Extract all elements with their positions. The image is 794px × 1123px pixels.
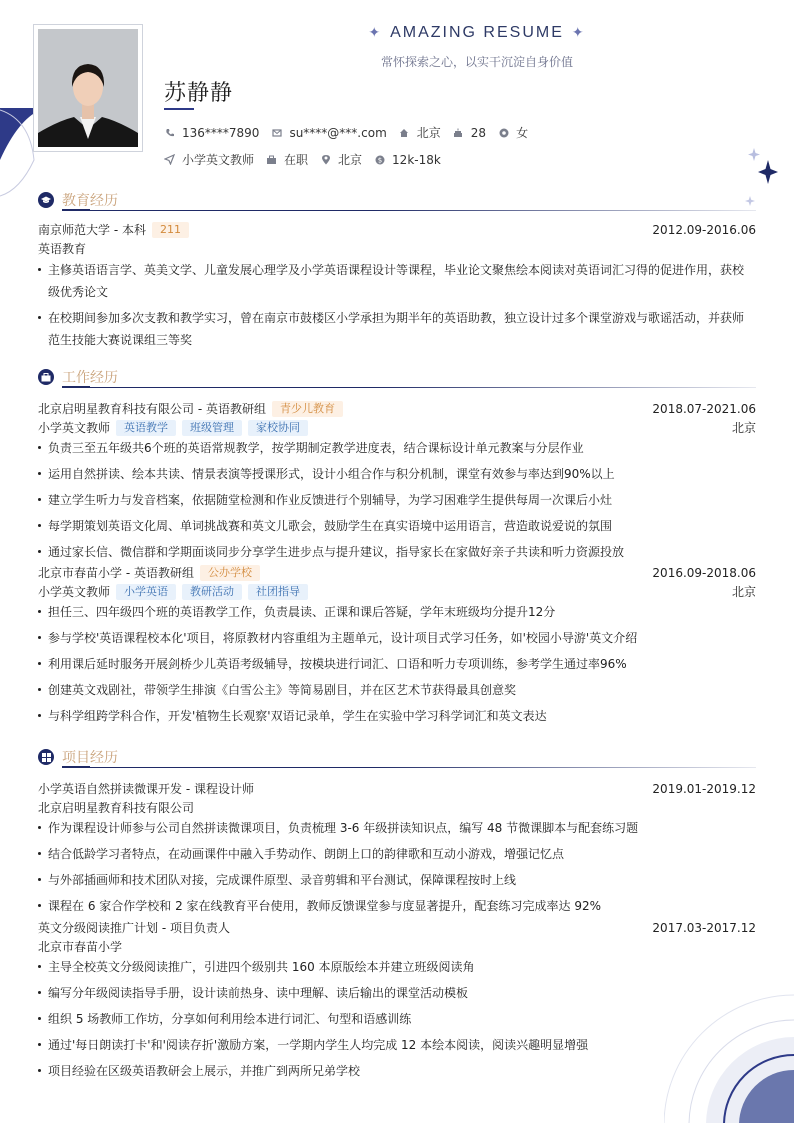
work-entry xyxy=(38,563,756,727)
education-entry xyxy=(38,220,756,351)
entry-location: 北京 xyxy=(731,585,756,599)
major-text: 英语教育 xyxy=(38,242,87,256)
role-row xyxy=(38,418,756,437)
job-info xyxy=(164,151,254,168)
section-divider xyxy=(62,210,756,211)
project-entry xyxy=(38,918,756,1082)
gender-text: 女 xyxy=(516,126,529,140)
grid-icon xyxy=(38,749,54,765)
list-item: 通过'每日朗读打卡'和'阅读存折'激励方案，一学期内学生人均完成 12 本绘本阅读，阅读兴趣明显增强 xyxy=(38,1034,756,1056)
role-text: 小学英文教师 xyxy=(38,585,111,599)
bullet-text: 在校期间参加多次支教和教学实习，曾在南京市鼓楼区小学承担为期半年的英语助教，独立设计过多个课堂游戏与歌谣活动，并获师 xyxy=(48,311,745,325)
list-item: 利用课后延时服务开展剑桥少儿英语考级辅导，按模块进行词汇、口语和听力专项训练，参考学生通过率96% xyxy=(38,653,756,675)
list-item: 担任三、四年级四个班的英语教学工作，负责晨读、正课和课后答疑，学年末班级均分提升12分 xyxy=(38,601,756,623)
entry-header xyxy=(38,779,756,798)
cake-icon xyxy=(453,127,464,138)
email-info xyxy=(271,126,386,140)
school-name: 南京师范大学 - 本科 xyxy=(38,223,146,237)
list-item: 作为课程设计师参与公司自然拼读微课项目，负责梳理 3-6 年级拼读知识点，编写 48 节微课脚本与配套练习题 xyxy=(38,817,756,839)
section-title: 教育经历 xyxy=(62,193,118,209)
skill-tag: 班级管理 xyxy=(182,420,242,436)
work-entry xyxy=(38,399,756,563)
entry-date: 2016.09-2018.06 xyxy=(652,565,756,580)
list-item: 每学期策划英语文化周、单词挑战赛和英文儿歌会，鼓励学生在真实语境中运用语言，营造敢说爱说的氛围 xyxy=(38,515,756,537)
section-title: 工作经历 xyxy=(62,370,118,386)
company-tag: 青少儿教育 xyxy=(272,401,343,417)
salary-info xyxy=(374,153,441,167)
entry-header xyxy=(38,563,756,582)
org-text: 北京启明星教育科技有限公司 xyxy=(38,801,195,815)
entry-header xyxy=(38,399,756,418)
school-tag: 211 xyxy=(152,222,189,238)
phone-info xyxy=(164,126,259,140)
skill-tag: 教研活动 xyxy=(182,584,242,600)
gender-icon xyxy=(498,127,509,138)
list-item: 编写分年级阅读指导手册，设计读前热身、读中理解、读后输出的课堂活动模板 xyxy=(38,982,756,1004)
section-header xyxy=(38,189,756,215)
status-info xyxy=(266,151,308,168)
list-item: 建立学生听力与发音档案，依据随堂检测和作业反馈进行个别辅导，为学习困难学生提供每周一次课后小灶 xyxy=(38,489,756,511)
star-icon: ✦ xyxy=(571,24,586,40)
slogan: 常怀探索之心，以实干沉淀自身价值 xyxy=(380,55,573,69)
phone-text: 136****7890 xyxy=(182,125,260,140)
project-name: 英文分级阅读推广计划 - 项目负责人 xyxy=(38,921,230,935)
list-item: 负责三至五年级共6个班的英语常规教学，按学期制定教学进度表，结合课标设计单元教案与分层作业 xyxy=(38,437,756,459)
graduation-cap-icon xyxy=(38,192,54,208)
role-row xyxy=(38,582,756,601)
email-text: su****@***.com xyxy=(289,125,387,140)
location-pin-icon xyxy=(320,154,331,165)
job-intention-row xyxy=(164,151,453,168)
phone-icon xyxy=(164,127,175,138)
work-section xyxy=(38,366,756,727)
home-icon xyxy=(399,127,410,138)
skill-tag: 家校协同 xyxy=(248,420,308,436)
job-text: 小学英文教师 xyxy=(182,153,255,167)
age-text: 28 xyxy=(470,125,487,140)
briefcase-icon xyxy=(38,369,54,385)
section-title: 项目经历 xyxy=(62,750,118,766)
resume-title xyxy=(160,24,794,42)
send-icon xyxy=(164,154,175,165)
org-text: 北京市春苗小学 xyxy=(38,940,123,954)
bullet-text: 级优秀论文 xyxy=(48,285,109,299)
salary-text: 12k-18k xyxy=(392,152,441,167)
list-item: 项目经验在区级英语教研会上展示，并推广到两所兄弟学校 xyxy=(38,1060,756,1082)
section-divider xyxy=(62,387,756,388)
entry-date: 2012.09-2016.06 xyxy=(652,222,756,237)
avatar xyxy=(38,29,138,147)
role-text: 小学英文教师 xyxy=(38,421,111,435)
list-item: 与外部插画师和技术团队对接，完成课件原型、录音剪辑和平台测试，保障课程按时上线 xyxy=(38,869,756,891)
major-row xyxy=(38,239,756,258)
list-item: 课程在 6 家合作学校和 2 家在线教育平台使用，教师反馈课堂参与度显著提升，配套练习完成率达 92% xyxy=(38,895,756,917)
org-row xyxy=(38,798,756,817)
profile-photo xyxy=(33,24,143,152)
star-icon: ✦ xyxy=(368,24,383,40)
list-item: 结合低龄学习者特点，在动画课件中融入手势动作、朗朗上口的韵律歌和互动小游戏，增强记忆点 xyxy=(38,843,756,865)
company-tag: 公办学校 xyxy=(200,565,260,581)
org-row xyxy=(38,937,756,956)
company-name: 北京市春苗小学 - 英语教研组 xyxy=(38,566,194,580)
company-name: 北京启明星教育科技有限公司 - 英语教研组 xyxy=(38,402,266,416)
list-item: 运用自然拼读、绘本共读、情景表演等授课形式，设计小组合作与积分机制，课堂有效参与率达到90%以上 xyxy=(38,463,756,485)
candidate-name: 苏静静 xyxy=(164,81,234,106)
svg-text:$: $ xyxy=(377,156,382,164)
section-header xyxy=(38,366,756,392)
city-info xyxy=(399,124,441,141)
list-item: 通过家长信、微信群和学期面谈同步分享学生进步点与提升建议，指导家长在家做好亲子共读和听力资源投放 xyxy=(38,541,756,563)
name-underline xyxy=(164,108,194,110)
money-icon xyxy=(374,154,385,165)
skill-tag: 英语教学 xyxy=(116,420,176,436)
list-item xyxy=(38,259,756,303)
list-item xyxy=(38,307,756,351)
skill-tag: 社团指导 xyxy=(248,584,308,600)
mail-icon xyxy=(271,127,282,138)
location-text: 北京 xyxy=(338,153,363,167)
list-item: 与科学组跨学科合作，开发'植物生长观察'双语记录单，学生在实验中学习科学词汇和英文表达 xyxy=(38,705,756,727)
project-entry xyxy=(38,779,756,917)
contact-row xyxy=(164,124,540,141)
entry-location: 北京 xyxy=(731,421,756,435)
age-info xyxy=(453,126,486,140)
entry-date: 2017.03-2017.12 xyxy=(652,920,756,935)
list-item: 主导全校英文分级阅读推广，引进四个级别共 160 本原版绘本并建立班级阅读角 xyxy=(38,956,756,978)
city-text: 北京 xyxy=(416,126,441,140)
list-item: 参与学校'英语课程校本化'项目，将原教材内容重组为主题单元，设计项目式学习任务，如'校园小导游'英文介绍 xyxy=(38,627,756,649)
list-item: 创建英文戏剧社，带领学生排演《白雪公主》等简易剧目，并在区艺术节获得最具创意奖 xyxy=(38,679,756,701)
entry-header xyxy=(38,220,756,239)
education-section xyxy=(38,189,756,351)
entry-date: 2019.01-2019.12 xyxy=(652,781,756,796)
briefcase-icon xyxy=(266,154,277,165)
project-section xyxy=(38,746,756,1082)
bullet-text: 主修英语语言学、英美文学、儿童发展心理学及小学英语课程设计等课程，毕业论文聚焦绘本阅读对英语词汇习得的促进作用，获校 xyxy=(48,263,745,277)
gender-info xyxy=(498,124,528,141)
entry-date: 2018.07-2021.06 xyxy=(652,401,756,416)
project-name: 小学英语自然拼读微课开发 - 课程设计师 xyxy=(38,782,254,796)
section-header xyxy=(38,746,756,772)
bullet-text: 范生技能大赛说课组三等奖 xyxy=(48,333,193,347)
title-text: AMAZING RESUME xyxy=(390,24,564,41)
skill-tag: 小学英语 xyxy=(116,584,176,600)
location-info xyxy=(320,151,362,168)
entry-header xyxy=(38,918,756,937)
status-text: 在职 xyxy=(284,153,309,167)
section-divider xyxy=(62,767,756,768)
list-item: 组织 5 场教师工作坊，分享如何利用绘本进行词汇、句型和语感训练 xyxy=(38,1008,756,1030)
